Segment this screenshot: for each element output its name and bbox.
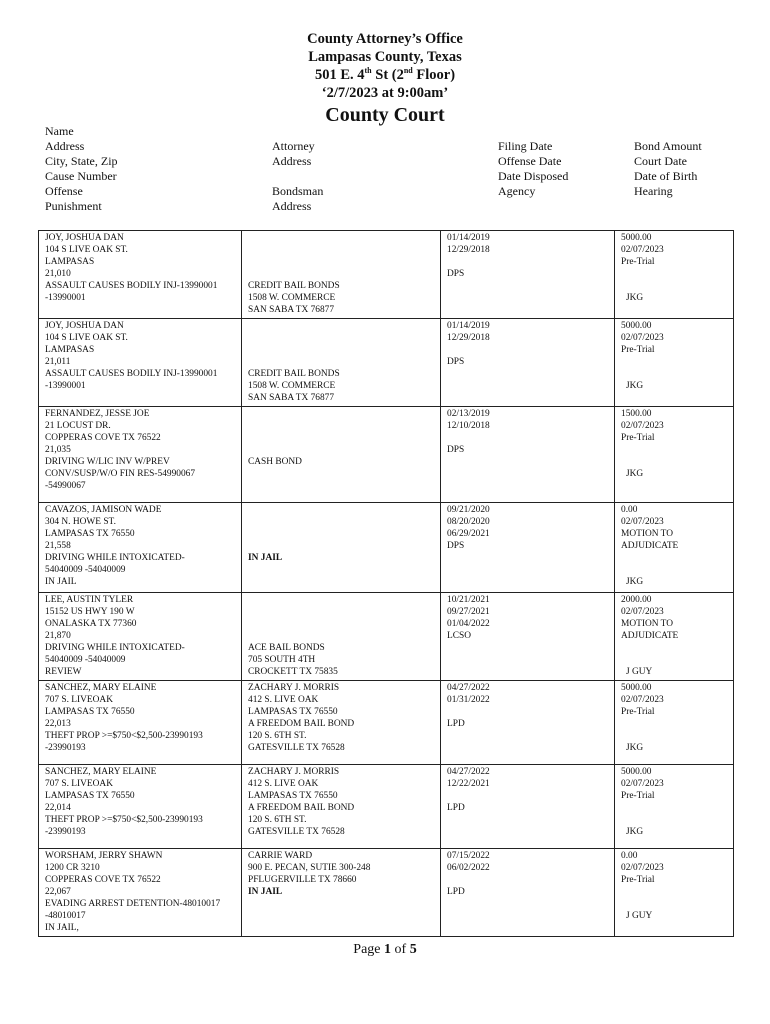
cell-line: 2000.00: [621, 595, 652, 605]
cell-line: 5000.00: [621, 321, 652, 331]
column-header-4: [634, 124, 702, 199]
document-header: [0, 30, 770, 127]
cell-line: [248, 256, 436, 268]
court-title: County Court: [325, 104, 445, 126]
dates-agency-cell: [441, 407, 615, 503]
attorney-bondsman-cell: [242, 231, 441, 319]
cell-line: [248, 444, 436, 456]
column-header-line: Cause Number: [45, 169, 117, 183]
column-header-line: Address: [272, 154, 312, 168]
bond-hearing-cell: [615, 681, 734, 765]
cell-line: SAN SABA TX 76877: [248, 305, 335, 315]
address-superscript: th: [364, 66, 372, 76]
cell-line: [447, 790, 610, 802]
cell-line: [447, 874, 610, 886]
defendant-cell: [39, 765, 242, 849]
docket-table: [38, 230, 734, 937]
cell-line: [248, 606, 436, 618]
column-header-line: Filing Date: [498, 139, 553, 153]
cell-line: 02/07/2023: [621, 779, 664, 789]
cell-line: [621, 814, 729, 826]
cell-line: COPPERAS COVE TX 76522: [45, 875, 161, 885]
cell-line: 02/07/2023: [621, 421, 664, 431]
cell-line: [248, 618, 436, 630]
cell-line: 06/02/2022: [447, 863, 490, 873]
cell-line: 07/15/2022: [447, 851, 490, 861]
docket-row: [39, 503, 734, 593]
cell-line: [621, 886, 729, 898]
cell-line: JKG: [626, 469, 644, 479]
cell-line: [248, 320, 436, 332]
cell-line: 21,011: [45, 357, 71, 367]
defendant-cell: [39, 593, 242, 681]
column-header-line: Address: [45, 139, 85, 153]
cell-line: -23990193: [45, 743, 86, 753]
cell-line: REVIEW: [45, 667, 82, 677]
cell-line: IN JAIL: [248, 553, 283, 563]
cell-line: MOTION TO: [621, 619, 673, 629]
column-header-line: Agency: [498, 184, 536, 198]
cell-line: LCSO: [447, 631, 471, 641]
cell-line: -13990001: [45, 381, 86, 391]
cell-line: JKG: [626, 293, 644, 303]
cell-line: THEFT PROP >=$750<$2,500-23990193: [45, 815, 203, 825]
dates-agency-cell: [441, 319, 615, 407]
address-superscript: nd: [403, 66, 413, 76]
page-label: Page: [353, 942, 385, 957]
cell-line: ACE BAIL BONDS: [248, 643, 325, 653]
cell-line: GATESVILLE TX 76528: [248, 827, 345, 837]
county-name: Lampasas County, Texas: [308, 49, 462, 65]
cell-line: Pre-Trial: [621, 791, 655, 801]
cell-line: 12/29/2018: [447, 245, 490, 255]
cell-line: 5000.00: [621, 683, 652, 693]
docket-row: [39, 319, 734, 407]
cell-line: [447, 344, 610, 356]
cell-line: JOY, JOSHUA DAN: [45, 233, 124, 243]
dates-agency-cell: [441, 503, 615, 593]
cell-line: 1500.00: [621, 409, 652, 419]
dates-agency-cell: [441, 765, 615, 849]
cell-line: CREDIT BAIL BONDS: [248, 281, 340, 291]
cell-line: 12/10/2018: [447, 421, 490, 431]
cell-line: 10/21/2021: [447, 595, 490, 605]
cell-line: 1508 W. COMMERCE: [248, 381, 336, 391]
bond-hearing-cell: [615, 765, 734, 849]
cell-line: -13990001: [45, 293, 86, 303]
cell-line: 02/07/2023: [621, 863, 664, 873]
cell-line: 21,010: [45, 269, 71, 279]
cell-line: 22,013: [45, 719, 71, 729]
cell-line: JKG: [626, 743, 644, 753]
cell-line: J GUY: [626, 667, 653, 677]
cell-line: -54990067: [45, 481, 86, 491]
cell-line: EVADING ARREST DETENTION-48010017: [45, 899, 221, 909]
bond-hearing-cell: [615, 319, 734, 407]
cell-line: LAMPASAS TX 76550: [45, 791, 135, 801]
cell-line: PFLUGERVILLE TX 78660: [248, 875, 357, 885]
dates-agency-cell: [441, 231, 615, 319]
column-header-line: Bondsman: [272, 184, 324, 198]
address-part: St (2: [371, 67, 404, 83]
cell-line: [621, 280, 729, 292]
cell-line: 06/29/2021: [447, 529, 490, 539]
docket-table-body: [39, 231, 734, 937]
bond-hearing-cell: [615, 849, 734, 937]
cell-line: 5000.00: [621, 233, 652, 243]
column-header-line: Hearing: [634, 184, 673, 198]
defendant-cell: [39, 319, 242, 407]
cell-line: A FREEDOM BAIL BOND: [248, 719, 355, 729]
cell-line: 1508 W. COMMERCE: [248, 293, 336, 303]
cell-line: LAMPASAS TX 76550: [45, 529, 135, 539]
cell-line: 09/21/2020: [447, 505, 490, 515]
cell-line: [447, 432, 610, 444]
cell-line: Pre-Trial: [621, 345, 655, 355]
cell-line: ASSAULT CAUSES BODILY INJ-13990001: [45, 281, 218, 291]
cell-line: [248, 630, 436, 642]
column-header-2: [272, 124, 323, 214]
cell-line: 120 S. 6TH ST.: [248, 815, 307, 825]
cell-line: 08/20/2020: [447, 517, 490, 527]
cell-line: GATESVILLE TX 76528: [248, 743, 345, 753]
cell-line: [621, 718, 729, 730]
cell-line: 0.00: [621, 505, 638, 515]
cell-line: CAVAZOS, JAMISON WADE: [45, 505, 162, 515]
cell-line: [447, 706, 610, 718]
cell-line: LAMPASAS TX 76550: [248, 791, 338, 801]
cell-line: 5000.00: [621, 767, 652, 777]
cell-line: ONALASKA TX 77360: [45, 619, 137, 629]
cell-line: [621, 552, 729, 564]
cell-line: 705 SOUTH 4TH: [248, 655, 316, 665]
cell-line: 21 LOCUST DR.: [45, 421, 111, 431]
cell-line: LEE, AUSTIN TYLER: [45, 595, 134, 605]
column-header-line: Court Date: [634, 154, 687, 168]
cell-line: JKG: [626, 577, 644, 587]
cell-line: IN JAIL: [248, 887, 283, 897]
docket-row: [39, 407, 734, 503]
cell-line: 02/07/2023: [621, 695, 664, 705]
cell-line: [248, 420, 436, 432]
cell-line: [248, 516, 436, 528]
cell-line: [248, 528, 436, 540]
page-number: 1: [384, 942, 392, 957]
cell-line: [248, 332, 436, 344]
cell-line: LAMPASAS: [45, 345, 95, 355]
cell-line: 21,558: [45, 541, 71, 551]
column-header-line: Date Disposed: [498, 169, 569, 183]
cell-line: ZACHARY J. MORRIS: [248, 683, 340, 693]
defendant-cell: [39, 681, 242, 765]
page-total: 5: [409, 942, 417, 957]
cell-line: [621, 730, 729, 742]
cell-line: [248, 344, 436, 356]
dates-agency-cell: [441, 681, 615, 765]
cell-line: DPS: [447, 357, 465, 367]
cell-line: DPS: [447, 445, 465, 455]
cell-line: LAMPASAS TX 76550: [45, 707, 135, 717]
column-header-line: Bond Amount: [634, 139, 702, 153]
cell-line: [248, 408, 436, 420]
cell-line: 707 S. LIVEOAK: [45, 779, 113, 789]
cell-line: ADJUDICATE: [621, 631, 679, 641]
cell-line: -48010017: [45, 911, 86, 921]
cell-line: [248, 540, 436, 552]
cell-line: SAN SABA TX 76877: [248, 393, 335, 403]
cell-line: [621, 368, 729, 380]
docket-row: [39, 681, 734, 765]
cell-line: 02/07/2023: [621, 245, 664, 255]
cell-line: A FREEDOM BAIL BOND: [248, 803, 355, 813]
page-footer: [0, 942, 770, 958]
cell-line: [621, 654, 729, 666]
docket-row: [39, 593, 734, 681]
attorney-bondsman-cell: [242, 319, 441, 407]
address-part: 501 E. 4: [314, 67, 365, 83]
cell-line: 104 S LIVE OAK ST.: [45, 333, 128, 343]
cell-line: ZACHARY J. MORRIS: [248, 767, 340, 777]
cell-line: CARRIE WARD: [248, 851, 313, 861]
attorney-bondsman-cell: [242, 503, 441, 593]
column-header-3: [498, 124, 568, 199]
docket-datetime: ‘2/7/2023 at 9:00am’: [321, 85, 449, 101]
cell-line: 54040009 -54040009: [45, 655, 126, 665]
cell-line: Pre-Trial: [621, 257, 655, 267]
cell-line: 02/07/2023: [621, 607, 664, 617]
column-header-line: Address: [272, 199, 312, 213]
cell-line: WORSHAM, JERRY SHAWN: [45, 851, 163, 861]
cell-line: CONV/SUSP/W/O FIN RES-54990067: [45, 469, 196, 479]
cell-line: 01/04/2022: [447, 619, 490, 629]
cell-line: 01/31/2022: [447, 695, 490, 705]
cell-line: 12/22/2021: [447, 779, 490, 789]
cell-line: 1200 CR 3210: [45, 863, 100, 873]
cell-line: 04/27/2022: [447, 767, 490, 777]
column-header-line: Offense: [45, 184, 83, 198]
cell-line: 02/13/2019: [447, 409, 490, 419]
cell-line: 900 E. PECAN, SUTIE 300-248: [248, 863, 371, 873]
cell-line: MOTION TO: [621, 529, 673, 539]
attorney-bondsman-cell: [242, 407, 441, 503]
column-header-line: [498, 124, 568, 139]
cell-line: 21,870: [45, 631, 71, 641]
cell-line: IN JAIL: [45, 577, 77, 587]
cell-line: IN JAIL,: [45, 923, 79, 933]
cell-line: [248, 232, 436, 244]
cell-line: DPS: [447, 269, 465, 279]
cell-line: 21,035: [45, 445, 71, 455]
cell-line: COPPERAS COVE TX 76522: [45, 433, 161, 443]
cell-line: ASSAULT CAUSES BODILY INJ-13990001: [45, 369, 218, 379]
cell-line: SANCHEZ, MARY ELAINE: [45, 683, 157, 693]
docket-row: [39, 849, 734, 937]
cell-line: Pre-Trial: [621, 875, 655, 885]
cell-line: JKG: [626, 381, 644, 391]
cell-line: [248, 432, 436, 444]
column-header-line: Punishment: [45, 199, 102, 213]
docket-row: [39, 231, 734, 319]
dates-agency-cell: [441, 593, 615, 681]
bond-hearing-cell: [615, 503, 734, 593]
cell-line: 54040009 -54040009: [45, 565, 126, 575]
cell-line: [248, 244, 436, 256]
cell-line: LAMPASAS TX 76550: [248, 707, 338, 717]
cell-line: JOY, JOSHUA DAN: [45, 321, 124, 331]
cell-line: LPD: [447, 803, 465, 813]
cell-line: ADJUDICATE: [621, 541, 679, 551]
office-name: County Attorney’s Office: [307, 31, 463, 47]
cell-line: 22,067: [45, 887, 71, 897]
cell-line: 304 N. HOWE ST.: [45, 517, 116, 527]
cell-line: DRIVING WHILE INTOXICATED-: [45, 643, 185, 653]
cell-line: 120 S. 6TH ST.: [248, 731, 307, 741]
cell-line: [621, 564, 729, 576]
cell-line: 02/07/2023: [621, 333, 664, 343]
cell-line: LPD: [447, 887, 465, 897]
cell-line: -23990193: [45, 827, 86, 837]
cell-line: CROCKETT TX 75835: [248, 667, 338, 677]
defendant-cell: [39, 407, 242, 503]
column-header-line: City, State, Zip: [45, 154, 118, 168]
cell-line: FERNANDEZ, JESSE JOE: [45, 409, 150, 419]
attorney-bondsman-cell: [242, 765, 441, 849]
column-header-line: Name: [45, 124, 74, 138]
defendant-cell: [39, 503, 242, 593]
defendant-cell: [39, 231, 242, 319]
cell-line: 707 S. LIVEOAK: [45, 695, 113, 705]
cell-line: DPS: [447, 541, 465, 551]
cell-line: 15152 US HWY 190 W: [45, 607, 135, 617]
cell-line: CREDIT BAIL BONDS: [248, 369, 340, 379]
cell-line: LAMPASAS: [45, 257, 95, 267]
bond-hearing-cell: [615, 407, 734, 503]
cell-line: Pre-Trial: [621, 707, 655, 717]
attorney-bondsman-cell: [242, 593, 441, 681]
cell-line: [248, 268, 436, 280]
cell-line: [621, 268, 729, 280]
column-header-line: [272, 169, 323, 184]
bond-hearing-cell: [615, 231, 734, 319]
cell-line: [447, 256, 610, 268]
attorney-bondsman-cell: [242, 849, 441, 937]
cell-line: [621, 456, 729, 468]
cell-line: LPD: [447, 719, 465, 729]
address-part: Floor): [412, 67, 456, 83]
column-header-line: [634, 124, 702, 139]
cell-line: 02/07/2023: [621, 517, 664, 527]
cell-line: [621, 642, 729, 654]
cell-line: DRIVING W/LIC INV W/PREV: [45, 457, 170, 467]
cell-line: 01/14/2019: [447, 233, 490, 243]
cell-line: [248, 356, 436, 368]
cell-line: DRIVING WHILE INTOXICATED-: [45, 553, 185, 563]
cell-line: Pre-Trial: [621, 433, 655, 443]
cell-line: [621, 898, 729, 910]
cell-line: 04/27/2022: [447, 683, 490, 693]
cell-line: 412 S. LIVE OAK: [248, 695, 319, 705]
column-header-line: Offense Date: [498, 154, 562, 168]
cell-line: [248, 504, 436, 516]
cell-line: 12/29/2018: [447, 333, 490, 343]
attorney-bondsman-cell: [242, 681, 441, 765]
cell-line: 22,014: [45, 803, 71, 813]
cell-line: 0.00: [621, 851, 638, 861]
column-header-line: Date of Birth: [634, 169, 698, 183]
cell-line: 104 S LIVE OAK ST.: [45, 245, 128, 255]
cell-line: 01/14/2019: [447, 321, 490, 331]
cell-line: J GUY: [626, 911, 653, 921]
column-header-line: Attorney: [272, 139, 315, 153]
column-header-line: [272, 124, 323, 139]
cell-line: THEFT PROP >=$750<$2,500-23990193: [45, 731, 203, 741]
page-of-label: of: [391, 942, 410, 957]
office-address: [0, 66, 770, 84]
cell-line: 412 S. LIVE OAK: [248, 779, 319, 789]
bond-hearing-cell: [615, 593, 734, 681]
cell-line: CASH BOND: [248, 457, 302, 467]
cell-line: [621, 356, 729, 368]
cell-line: 09/27/2021: [447, 607, 490, 617]
cell-line: [621, 444, 729, 456]
dates-agency-cell: [441, 849, 615, 937]
cell-line: JKG: [626, 827, 644, 837]
defendant-cell: [39, 849, 242, 937]
column-header-1: [45, 124, 118, 214]
cell-line: [621, 802, 729, 814]
cell-line: SANCHEZ, MARY ELAINE: [45, 767, 157, 777]
cell-line: [248, 594, 436, 606]
docket-row: [39, 765, 734, 849]
